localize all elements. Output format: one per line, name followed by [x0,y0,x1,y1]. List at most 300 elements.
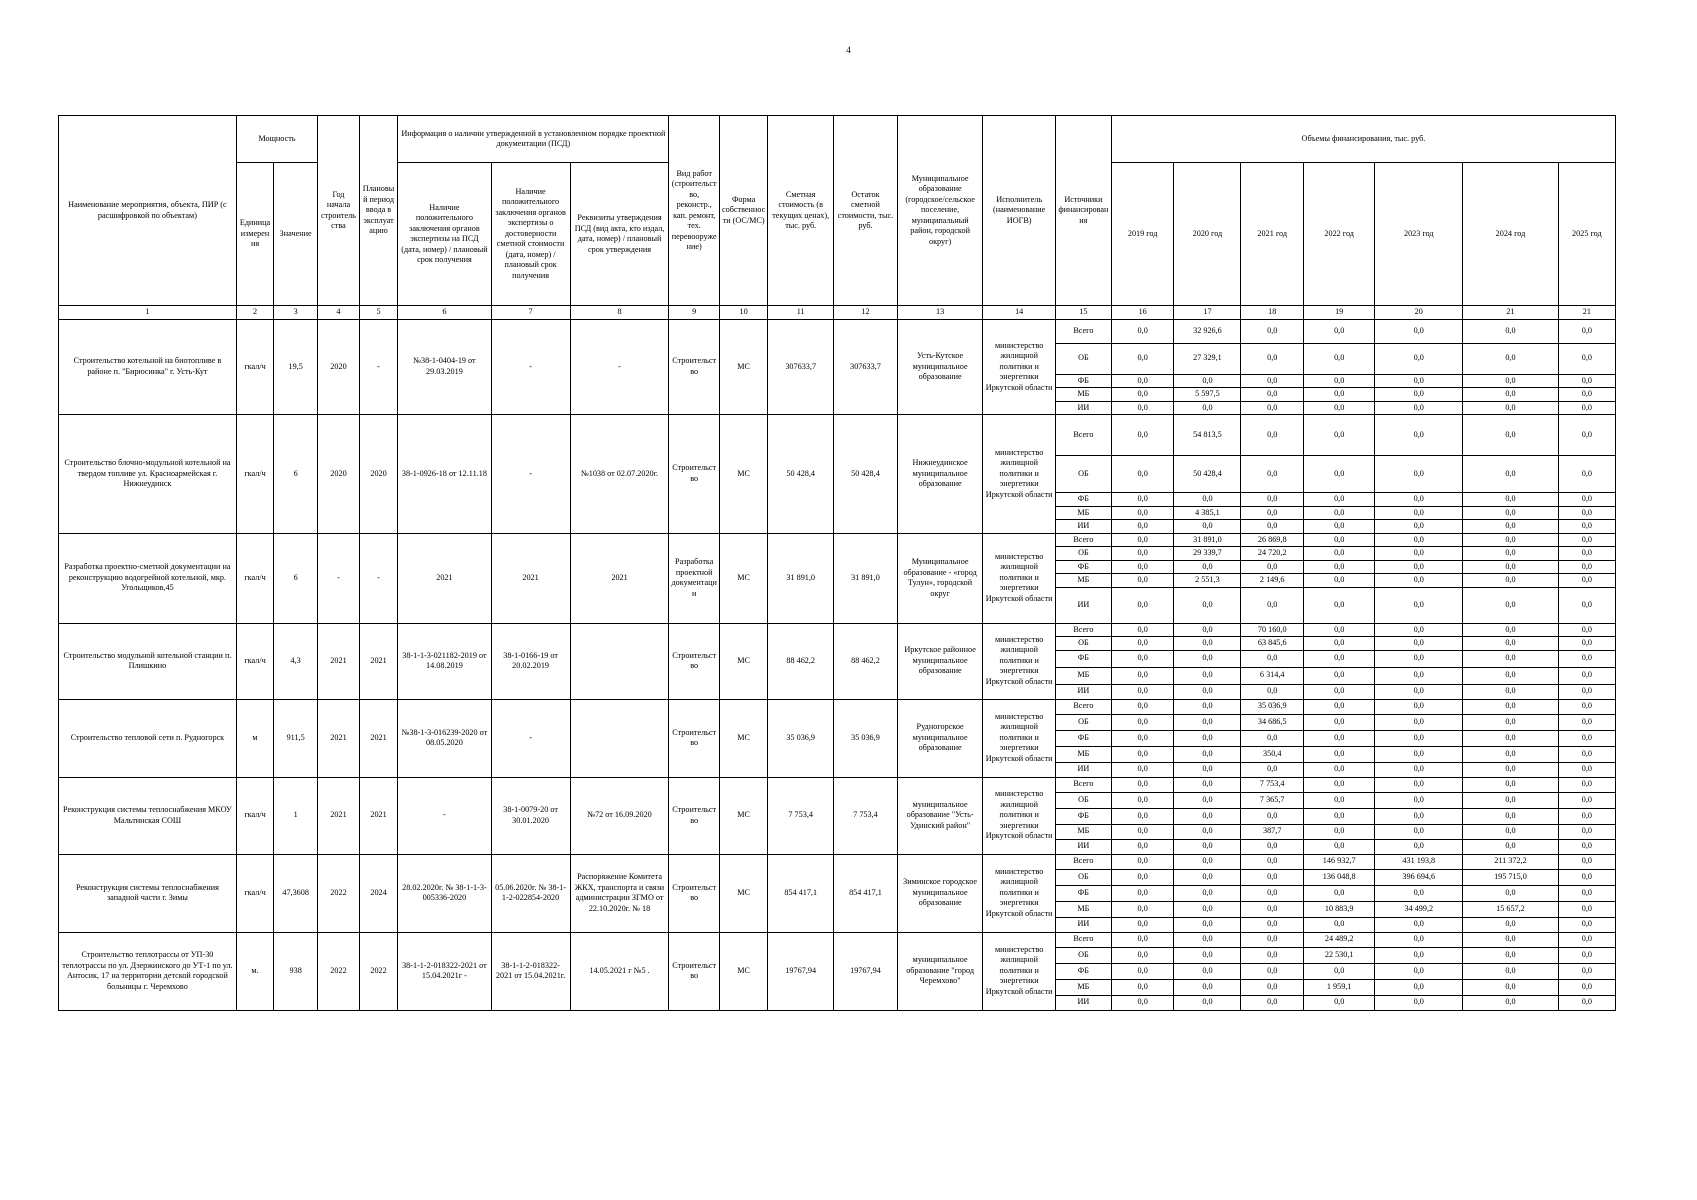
header-year: 2022 год [1304,163,1375,306]
object-ownership: МС [719,623,767,699]
funding-source: ОБ [1055,947,1111,963]
object-psd-cost-conclusion: 2021 [491,533,570,623]
column-number: 21 [1558,306,1615,320]
header-year: 2019 год [1111,163,1174,306]
object-name: Реконструкция системы теплоснабжения западной части г. Зимы [59,854,237,932]
funding-value: 0,0 [1375,684,1463,699]
funding-value: 0,0 [1111,415,1174,456]
funding-value: 0,0 [1375,547,1463,561]
object-remaining-cost: 19767,94 [834,932,898,1010]
funding-source: ИИ [1055,917,1111,932]
funding-value: 0,0 [1375,401,1463,415]
funding-value: 0,0 [1241,650,1304,667]
funding-value: 0,0 [1375,995,1463,1010]
funding-source: ФБ [1055,885,1111,901]
funding-value: 0,0 [1304,746,1375,762]
object-start-year: 2022 [318,932,360,1010]
object-work-type: Разработка проектной документации [669,533,720,623]
funding-value: 0,0 [1241,762,1304,777]
object-work-type: Строительство [669,699,720,777]
funding-value: 35 036,9 [1241,699,1304,714]
header-year: 2023 год [1375,163,1463,306]
funding-value: 0,0 [1241,730,1304,746]
funding-value: 0,0 [1558,963,1615,979]
object-unit: гкал/ч [236,319,273,415]
funding-value: 0,0 [1463,777,1559,792]
funding-value: 0,0 [1174,901,1241,917]
funding-value: 0,0 [1111,560,1174,574]
funding-value: 0,0 [1558,343,1615,374]
funding-value: 0,0 [1375,839,1463,854]
funding-value: 0,0 [1111,885,1174,901]
column-number: 5 [359,306,397,320]
funding-value: 0,0 [1174,792,1241,808]
object-planned-period: 2021 [359,623,397,699]
funding-value: 0,0 [1463,401,1559,415]
funding-value: 0,0 [1174,401,1241,415]
object-value: 911,5 [274,699,318,777]
funding-value: 0,0 [1558,520,1615,534]
funding-source: Всего [1055,854,1111,869]
funding-value: 0,0 [1111,839,1174,854]
object-remaining-cost: 31 891,0 [834,533,898,623]
column-number: 2 [236,306,273,320]
funding-value: 0,0 [1558,885,1615,901]
object-estimated-cost: 88 462,2 [768,623,834,699]
funding-value: 0,0 [1375,777,1463,792]
funding-value: 0,0 [1375,979,1463,995]
funding-value: 7 365,7 [1241,792,1304,808]
object-start-year: 2020 [318,319,360,415]
funding-value: 0,0 [1463,714,1559,730]
object-psd-cost-conclusion: - [491,415,570,534]
funding-value: 0,0 [1174,824,1241,839]
funding-source: ФБ [1055,808,1111,824]
funding-value: 0,0 [1304,963,1375,979]
funding-value: 0,0 [1463,839,1559,854]
funding-value: 0,0 [1558,824,1615,839]
header-work-type: Вид работ (строительство, реконстр., кап. ремонт, тех. перевооружение) [669,116,720,306]
column-number: 19 [1304,306,1375,320]
funding-value: 0,0 [1111,401,1174,415]
funding-value: 0,0 [1174,885,1241,901]
funding-value: 24 720,2 [1241,547,1304,561]
header-remaining-cost: Остаток сметной стоимости, тыс. руб. [834,116,898,306]
funding-value: 1 959,1 [1304,979,1375,995]
funding-value: 0,0 [1463,963,1559,979]
object-municipality: муниципальное образование "Усть-Удинский район" [897,777,983,854]
object-municipality: Рудногорское муниципальное образование [897,699,983,777]
object-psd-approval [570,699,669,777]
object-planned-period: - [359,319,397,415]
funding-value: 0,0 [1174,714,1241,730]
object-value: 19,5 [274,319,318,415]
object-psd-cost-conclusion: - [491,319,570,415]
funding-value: 0,0 [1558,762,1615,777]
object-estimated-cost: 19767,94 [768,932,834,1010]
object-executor: министерство жилищной политики и энергетики Иркутской области [983,533,1055,623]
object-unit: м. [236,932,273,1010]
funding-value: 0,0 [1463,824,1559,839]
object-remaining-cost: 7 753,4 [834,777,898,854]
object-value: 6 [274,533,318,623]
header-sources: Источники финансирования [1055,116,1111,306]
table-row [59,699,1616,714]
object-name: Строительство блочно-модульной котельной на твердом топливе ул. Красноармейская г. Нижнеудинск [59,415,237,534]
object-work-type: Строительство [669,319,720,415]
funding-source: ОБ [1055,547,1111,561]
funding-source: МБ [1055,901,1111,917]
funding-value: 0,0 [1463,506,1559,520]
object-psd-conclusion: №38-1-3-016239-2020 от 08.05.2020 [398,699,491,777]
funding-value: 27 329,1 [1174,343,1241,374]
funding-value: 0,0 [1304,839,1375,854]
header-year: 2021 год [1241,163,1304,306]
table-row [59,533,1616,547]
object-ownership: МС [719,932,767,1010]
funding-value: 0,0 [1111,932,1174,947]
object-remaining-cost: 307633,7 [834,319,898,415]
funding-value: 0,0 [1304,343,1375,374]
funding-value: 15 657,2 [1463,901,1559,917]
funding-value: 0,0 [1241,808,1304,824]
funding-source: МБ [1055,574,1111,588]
column-number: 17 [1174,306,1241,320]
object-work-type: Строительство [669,854,720,932]
funding-value: 0,0 [1304,533,1375,547]
funding-value: 0,0 [1241,995,1304,1010]
funding-value: 0,0 [1375,714,1463,730]
funding-value: 0,0 [1304,547,1375,561]
object-ownership: МС [719,777,767,854]
funding-value: 0,0 [1174,963,1241,979]
funding-value: 0,0 [1558,917,1615,932]
object-value: 47,3608 [274,854,318,932]
object-psd-conclusion: 38-1-0926-18 от 12.11.18 [398,415,491,534]
object-municipality: Зиминское городское муниципальное образование [897,854,983,932]
funding-value: 31 891,0 [1174,533,1241,547]
funding-value: 0,0 [1304,374,1375,388]
funding-value: 0,0 [1174,637,1241,651]
column-number: 6 [398,306,491,320]
funding-value: 0,0 [1463,699,1559,714]
object-name: Строительство тепловой сети п. Рудногорск [59,699,237,777]
funding-value: 0,0 [1558,650,1615,667]
funding-value: 0,0 [1558,374,1615,388]
funding-value: 0,0 [1111,947,1174,963]
funding-value: 0,0 [1558,995,1615,1010]
object-estimated-cost: 7 753,4 [768,777,834,854]
header-capacity: Мощность [236,116,317,163]
funding-source: МБ [1055,746,1111,762]
object-work-type: Строительство [669,415,720,534]
funding-value: 0,0 [1463,388,1559,402]
column-number: 10 [719,306,767,320]
object-executor: министерство жилищной политики и энергетики Иркутской области [983,319,1055,415]
funding-value: 50 428,4 [1174,456,1241,493]
funding-value: 0,0 [1174,839,1241,854]
funding-value: 0,0 [1241,319,1304,343]
object-name: Реконструкция системы теплоснабжения МКОУ Мальтинская СОШ [59,777,237,854]
funding-value: 34 499,2 [1375,901,1463,917]
object-planned-period: 2021 [359,699,397,777]
funding-source: ОБ [1055,637,1111,651]
funding-value: 0,0 [1558,415,1615,456]
funding-value: 0,0 [1304,777,1375,792]
table-row [59,319,1616,343]
funding-value: 0,0 [1241,415,1304,456]
funding-value: 0,0 [1375,456,1463,493]
funding-value: 0,0 [1111,587,1174,623]
funding-source: Всего [1055,777,1111,792]
object-executor: министерство жилищной политики и энергетики Иркутской области [983,854,1055,932]
object-executor: министерство жилищной политики и энергетики Иркутской области [983,699,1055,777]
object-planned-period: - [359,533,397,623]
funding-value: 0,0 [1463,637,1559,651]
funding-value: 0,0 [1174,667,1241,684]
header-executor: Исполнитель (наименование ИОГВ) [983,116,1055,306]
object-unit: гкал/ч [236,415,273,534]
object-psd-approval: 2021 [570,533,669,623]
funding-value: 0,0 [1463,746,1559,762]
funding-value: 0,0 [1558,401,1615,415]
funding-value: 0,0 [1375,343,1463,374]
funding-source: МБ [1055,506,1111,520]
object-municipality: Иркутское районное муниципальное образование [897,623,983,699]
funding-value: 0,0 [1304,885,1375,901]
funding-value: 0,0 [1304,493,1375,507]
funding-value: 32 926,6 [1174,319,1241,343]
header-unit: Единица измерения [236,163,273,306]
funding-value: 0,0 [1375,730,1463,746]
funding-value: 0,0 [1463,917,1559,932]
object-municipality: муниципальное образование "город Черемхово" [897,932,983,1010]
object-start-year: 2022 [318,854,360,932]
funding-value: 0,0 [1174,587,1241,623]
funding-value: 0,0 [1463,730,1559,746]
funding-value: 0,0 [1111,762,1174,777]
funding-value: 0,0 [1558,839,1615,854]
funding-value: 0,0 [1304,917,1375,932]
funding-value: 0,0 [1375,808,1463,824]
object-executor: министерство жилищной политики и энергетики Иркутской области [983,415,1055,534]
funding-source: ОБ [1055,343,1111,374]
funding-value: 0,0 [1558,574,1615,588]
object-psd-approval: №72 от 16.09.2020 [570,777,669,854]
funding-value: 0,0 [1558,854,1615,869]
funding-value: 0,0 [1111,506,1174,520]
funding-value: 0,0 [1463,684,1559,699]
funding-value: 0,0 [1304,714,1375,730]
funding-value: 0,0 [1558,932,1615,947]
funding-value: 0,0 [1174,374,1241,388]
funding-source: ФБ [1055,374,1111,388]
funding-value: 146 932,7 [1304,854,1375,869]
funding-value: 2 551,3 [1174,574,1241,588]
funding-source: ИИ [1055,401,1111,415]
funding-value: 0,0 [1375,667,1463,684]
funding-value: 24 489,2 [1304,932,1375,947]
object-psd-cost-conclusion: 38-1-0079-20 от 30.01.2020 [491,777,570,854]
object-unit: гкал/ч [236,533,273,623]
object-unit: гкал/ч [236,623,273,699]
header-psd-info: Информация о наличии утвержденной в установленном порядке проектной документации (ПСД) [398,116,669,163]
funding-value: 0,0 [1463,319,1559,343]
funding-value: 0,0 [1304,684,1375,699]
funding-value: 0,0 [1375,574,1463,588]
funding-value: 0,0 [1111,493,1174,507]
header-ownership: Форма собственности (ОС/МС) [719,116,767,306]
funding-value: 0,0 [1241,869,1304,885]
funding-value: 0,0 [1375,947,1463,963]
funding-value: 0,0 [1174,917,1241,932]
funding-value: 0,0 [1174,493,1241,507]
funding-value: 0,0 [1304,401,1375,415]
funding-value: 0,0 [1174,979,1241,995]
object-start-year: 2020 [318,415,360,534]
object-psd-approval: - [570,319,669,415]
funding-value: 0,0 [1463,533,1559,547]
funding-value: 0,0 [1174,808,1241,824]
column-number: 15 [1055,306,1111,320]
object-unit: м [236,699,273,777]
column-number: 11 [768,306,834,320]
funding-value: 0,0 [1304,792,1375,808]
funding-value: 0,0 [1304,415,1375,456]
funding-value: 0,0 [1241,506,1304,520]
object-psd-approval: Распоряжение Комитета ЖКХ, транспорта и связи администрации ЗГМО от 22.10.2020г. № 18 [570,854,669,932]
funding-value: 0,0 [1558,456,1615,493]
funding-value: 0,0 [1375,506,1463,520]
funding-value: 0,0 [1463,493,1559,507]
funding-value: 0,0 [1241,343,1304,374]
column-number: 4 [318,306,360,320]
funding-value: 0,0 [1375,560,1463,574]
table-row [59,854,1616,869]
funding-value: 2 149,6 [1241,574,1304,588]
funding-value: 0,0 [1463,792,1559,808]
funding-value: 0,0 [1174,947,1241,963]
column-number: 3 [274,306,318,320]
funding-source: Всего [1055,623,1111,637]
funding-value: 4 385,1 [1174,506,1241,520]
funding-value: 0,0 [1375,650,1463,667]
funding-value: 387,7 [1241,824,1304,839]
table-row [59,932,1616,947]
funding-value: 0,0 [1558,623,1615,637]
funding-source: ОБ [1055,869,1111,885]
funding-value: 0,0 [1375,533,1463,547]
funding-value: 0,0 [1174,869,1241,885]
funding-value: 0,0 [1558,560,1615,574]
funding-value: 0,0 [1304,824,1375,839]
funding-value: 0,0 [1375,415,1463,456]
funding-value: 0,0 [1463,574,1559,588]
funding-value: 0,0 [1111,456,1174,493]
funding-source: ИИ [1055,762,1111,777]
funding-value: 0,0 [1558,684,1615,699]
object-ownership: МС [719,319,767,415]
column-number: 18 [1241,306,1304,320]
funding-value: 431 193,8 [1375,854,1463,869]
funding-value: 0,0 [1463,762,1559,777]
funding-value: 0,0 [1463,520,1559,534]
object-unit: гкал/ч [236,777,273,854]
funding-value: 0,0 [1304,699,1375,714]
funding-value: 0,0 [1174,746,1241,762]
funding-value: 0,0 [1304,388,1375,402]
funding-source: ИИ [1055,995,1111,1010]
funding-value: 0,0 [1304,730,1375,746]
funding-value: 0,0 [1111,667,1174,684]
funding-value: 26 869,8 [1241,533,1304,547]
funding-value: 63 845,6 [1241,637,1304,651]
funding-source: ИИ [1055,839,1111,854]
funding-value: 0,0 [1241,932,1304,947]
funding-value: 0,0 [1304,506,1375,520]
object-planned-period: 2021 [359,777,397,854]
funding-value: 0,0 [1111,637,1174,651]
funding-value: 396 694,6 [1375,869,1463,885]
funding-value: 0,0 [1304,560,1375,574]
funding-value: 0,0 [1174,623,1241,637]
funding-source: ИИ [1055,520,1111,534]
object-start-year: - [318,533,360,623]
object-name: Разработка проектно-сметной документации на реконструкцию водогрейной котельной, мкр. Угольщиков,45 [59,533,237,623]
funding-value: 0,0 [1174,762,1241,777]
funding-value: 136 048,8 [1304,869,1375,885]
funding-source: МБ [1055,388,1111,402]
funding-value: 0,0 [1375,963,1463,979]
funding-value: 0,0 [1241,587,1304,623]
funding-value: 0,0 [1241,388,1304,402]
funding-value: 0,0 [1241,560,1304,574]
object-ownership: МС [719,699,767,777]
funding-value: 54 813,5 [1174,415,1241,456]
funding-value: 0,0 [1304,319,1375,343]
funding-value: 10 883,9 [1304,901,1375,917]
object-municipality: Нижнеудинское муниципальное образование [897,415,983,534]
object-psd-approval [570,623,669,699]
funding-value: 0,0 [1241,901,1304,917]
column-number: 14 [983,306,1055,320]
funding-value: 0,0 [1174,684,1241,699]
object-planned-period: 2024 [359,854,397,932]
funding-value: 0,0 [1111,901,1174,917]
object-estimated-cost: 31 891,0 [768,533,834,623]
column-number: 8 [570,306,669,320]
object-municipality: Муниципальное образование - «город Тулун», городской округ [897,533,983,623]
header-estimated-cost: Сметная стоимость (в текущих ценах), тыс. руб. [768,116,834,306]
funding-value: 0,0 [1375,762,1463,777]
object-estimated-cost: 854 417,1 [768,854,834,932]
column-number: 1 [59,306,237,320]
column-number: 9 [669,306,720,320]
header-planned-period: Плановый период ввода в эксплуатацию [359,116,397,306]
funding-value: 0,0 [1174,699,1241,714]
funding-value: 0,0 [1241,979,1304,995]
object-municipality: Усть-Кутское муниципальное образование [897,319,983,415]
funding-source: ФБ [1055,730,1111,746]
object-psd-cost-conclusion: - [491,699,570,777]
funding-value: 0,0 [1304,456,1375,493]
object-name: Строительство теплотрассы от УП-30 теплотрассы по ул. Дзержинского до УТ-1 по ул. Антосик, 17 на территории детской городской больницы г. Черемхово [59,932,237,1010]
funding-value: 0,0 [1463,808,1559,824]
funding-value: 0,0 [1558,667,1615,684]
funding-source: Всего [1055,319,1111,343]
funding-source: Всего [1055,932,1111,947]
object-psd-approval: №1038 от 02.07.2020г. [570,415,669,534]
